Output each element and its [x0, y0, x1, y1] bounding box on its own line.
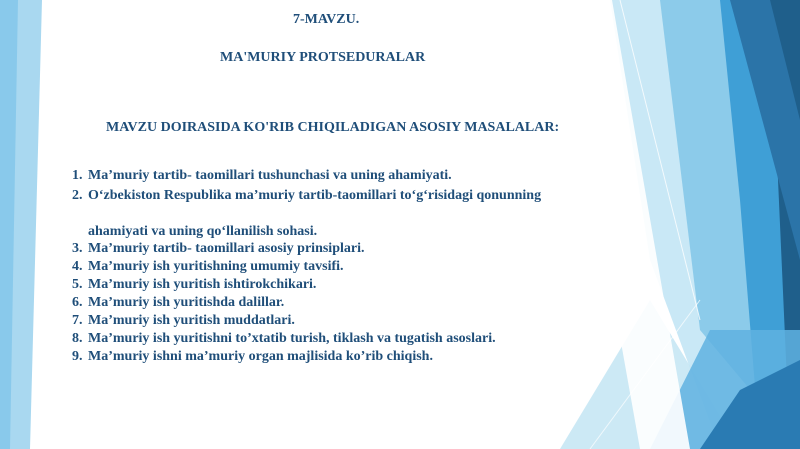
- list-item: 3. Ma’muriy tartib- taomillari asosiy prinsiplari.: [72, 241, 365, 256]
- topic-title: MA'MURIY PROTSEDURALAR: [220, 50, 426, 65]
- list-item: 2. O‘zbekiston Respublika ma’muriy tartib-taomillari to‘g‘risidagi qonunning: [72, 188, 542, 203]
- list-item: 6. Ma’muriy ish yuritishda dalillar.: [72, 295, 285, 310]
- list-item: 5. Ma’muriy ish yuritish ishtirokchikari.: [72, 277, 317, 292]
- list-item: 7. Ma’muriy ish yuritish muddatlari.: [72, 313, 295, 328]
- list-item: 1. Ma’muriy tartib- taomillari tushunchasi va uning ahamiyati.: [72, 168, 452, 183]
- list-item: 8. Ma’muriy ish yuritishni to’xtatib turish, tiklash va tugatish asoslari.: [72, 331, 496, 346]
- list-item-continuation: ahamiyati va uning qo‘llanilish sohasi.: [88, 224, 318, 239]
- topic-number: 7-MAVZU.: [293, 12, 360, 27]
- section-heading: MAVZU DOIRASIDA KO'RIB CHIQILADIGAN ASOSIY MASALALAR:: [106, 120, 560, 135]
- list-item: 4. Ma’muriy ish yuritishning umumiy tavsifi.: [72, 259, 344, 274]
- list-item: 9. Ma’muriy ishni ma’muriy organ majlisida ko’rib chiqish.: [72, 349, 433, 364]
